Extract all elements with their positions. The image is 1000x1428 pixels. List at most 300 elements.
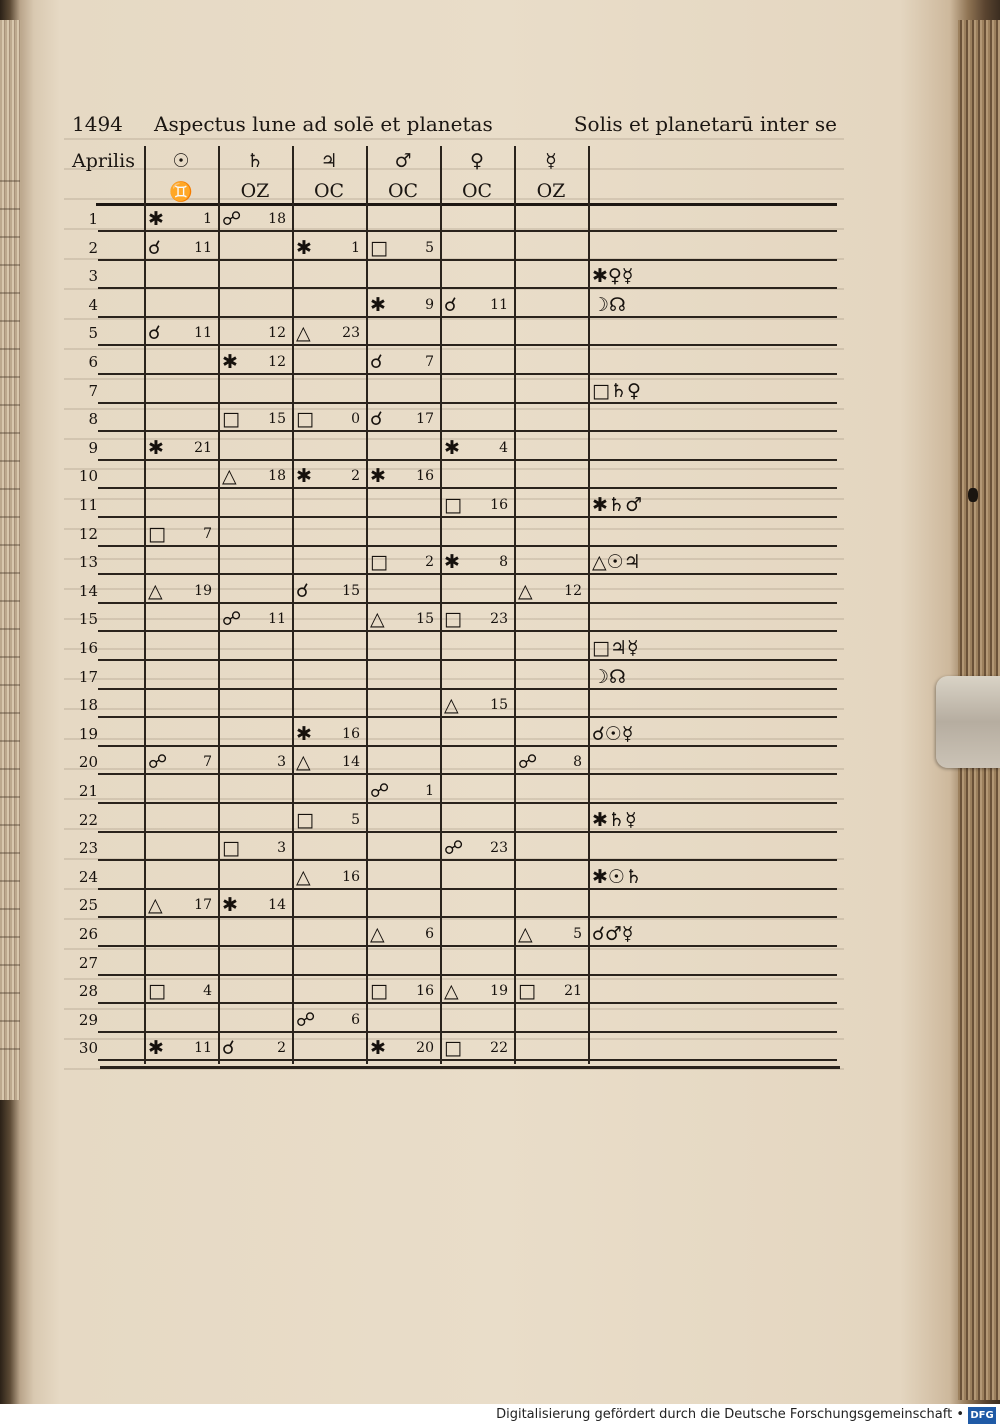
aspect-cell xyxy=(144,835,218,861)
aspect-hour: 5 xyxy=(351,811,360,828)
aspect-symbol: □ xyxy=(148,980,166,1003)
aspect-cell xyxy=(440,292,514,318)
aspect-symbol: □ xyxy=(296,408,314,431)
aspect-cell xyxy=(514,1035,588,1061)
row-rule xyxy=(98,430,837,432)
aspect-symbol: □ xyxy=(222,837,240,860)
aspect-symbol: □ xyxy=(148,522,166,545)
sign-jupiter: OC xyxy=(313,180,345,202)
ink-spot xyxy=(968,488,978,502)
day-number: 5 xyxy=(88,324,98,343)
day-number: 1 xyxy=(88,210,98,228)
aspect-symbol: △ xyxy=(518,579,533,602)
aspect-cell xyxy=(292,521,366,547)
aspect-symbol: ✱ xyxy=(370,465,386,488)
aspect-cell xyxy=(292,492,366,518)
aspect-hour: 14 xyxy=(268,897,286,914)
left-page-edges xyxy=(0,20,22,1100)
aspect-cell xyxy=(514,749,588,775)
aspect-cell xyxy=(514,892,588,918)
aspect-cell xyxy=(292,721,366,747)
aspect-cell xyxy=(292,749,366,775)
aspect-cell xyxy=(514,921,588,947)
aspect-symbol: ✱ xyxy=(370,1037,386,1060)
aspect-hour: 0 xyxy=(351,411,360,428)
aspect-symbol: △☉♃ xyxy=(592,551,641,574)
day-number: 6 xyxy=(88,353,98,371)
aspect-cell xyxy=(292,378,366,404)
aspect-cell xyxy=(514,692,588,718)
page-year: 1494 xyxy=(72,112,123,136)
aspect-cell xyxy=(440,835,514,861)
aspect-hour: 17 xyxy=(194,897,212,914)
aspect-cell xyxy=(514,349,588,375)
aspect-symbol: △ xyxy=(296,865,311,888)
aspect-cell xyxy=(218,950,292,976)
day-number: 21 xyxy=(78,782,98,800)
table-row xyxy=(72,492,837,518)
aspect-cell xyxy=(144,950,218,976)
aspect-symbol: ☍ xyxy=(370,780,390,802)
aspect-hour: 9 xyxy=(425,296,434,313)
table-row xyxy=(72,807,837,833)
aspect-cell xyxy=(588,521,837,547)
aspect-cell xyxy=(366,578,440,604)
aspect-cell xyxy=(144,292,218,318)
aspect-cell xyxy=(218,206,292,232)
page-header xyxy=(72,112,837,146)
aspect-cell xyxy=(144,435,218,461)
table-row xyxy=(72,406,837,432)
table-row xyxy=(72,1007,837,1033)
aspect-symbol: ✱♄☿ xyxy=(592,808,637,831)
aspect-cell xyxy=(588,1035,837,1061)
row-rule xyxy=(98,802,837,804)
aspect-hour: 7 xyxy=(203,754,212,771)
row-rule xyxy=(98,716,837,718)
aspect-cell xyxy=(366,978,440,1004)
aspect-cell xyxy=(514,864,588,890)
aspect-cell xyxy=(292,692,366,718)
row-rule xyxy=(98,1059,837,1061)
row-rule xyxy=(98,974,837,976)
aspect-symbol: □♄♀ xyxy=(592,379,641,402)
aspect-symbol: ☍ xyxy=(518,751,538,774)
sign-mars: OC xyxy=(387,180,419,202)
aspect-cell xyxy=(440,721,514,747)
aspect-cell xyxy=(144,206,218,232)
aspect-cell xyxy=(292,263,366,289)
aspect-symbol: ☍ xyxy=(148,751,168,774)
aspect-cell xyxy=(366,263,440,289)
aspect-symbol: ✱ xyxy=(222,894,238,917)
aspect-cell xyxy=(514,463,588,489)
aspect-cell xyxy=(440,521,514,547)
aspect-hour: 11 xyxy=(194,239,212,256)
row-rule xyxy=(98,344,837,346)
aspect-cell xyxy=(218,349,292,375)
day-number: 28 xyxy=(78,982,98,1001)
aspect-cell xyxy=(366,378,440,404)
aspect-cell xyxy=(292,664,366,690)
aspect-cell xyxy=(440,320,514,346)
aspect-cell xyxy=(144,549,218,575)
aspect-hour: 2 xyxy=(351,468,360,485)
aspect-cell xyxy=(514,492,588,518)
aspect-cell xyxy=(218,320,292,346)
aspect-cell xyxy=(514,664,588,690)
day-number: 12 xyxy=(78,524,98,543)
aspect-cell xyxy=(366,349,440,375)
aspect-cell xyxy=(514,578,588,604)
row-rule xyxy=(98,230,837,232)
aspect-cell xyxy=(292,778,366,804)
aspect-symbol: ✱ xyxy=(444,436,460,459)
aspect-cell xyxy=(218,664,292,690)
aspect-symbol: ☽☊ xyxy=(592,665,626,688)
column-mutual xyxy=(588,146,837,176)
aspect-cell xyxy=(144,235,218,261)
aspect-cell xyxy=(514,778,588,804)
column-header-signs xyxy=(72,176,837,206)
aspect-cell xyxy=(218,1007,292,1033)
aspect-symbol: ☌ xyxy=(148,236,161,259)
aspect-hour: 11 xyxy=(490,296,508,313)
aspect-symbol: □ xyxy=(444,494,462,516)
aspect-hour: 15 xyxy=(342,582,360,599)
aspect-cell xyxy=(588,749,837,775)
page-clip xyxy=(936,676,1000,768)
day-number: 30 xyxy=(78,1039,98,1058)
aspect-cell xyxy=(366,235,440,261)
digitization-footer xyxy=(0,1404,1000,1428)
sign-mercury: OZ xyxy=(536,180,566,202)
table-row xyxy=(72,206,837,232)
aspect-hour: 12 xyxy=(564,582,582,599)
aspect-cell xyxy=(514,807,588,833)
table-row xyxy=(72,521,837,547)
column-sun: ☉ xyxy=(172,150,190,172)
row-rule xyxy=(98,945,837,947)
aspect-cell xyxy=(440,578,514,604)
aspect-cell xyxy=(366,1007,440,1033)
aspect-symbol: □ xyxy=(444,608,462,631)
aspect-cell xyxy=(218,921,292,947)
aspect-symbol: △ xyxy=(444,980,459,1003)
aspect-symbol: ✱ xyxy=(444,551,460,574)
table-row xyxy=(72,292,837,318)
day-number: 26 xyxy=(78,925,98,943)
aspect-cell xyxy=(292,950,366,976)
day-number: 19 xyxy=(78,724,98,743)
aspect-cell xyxy=(144,892,218,918)
aspect-hour: 3 xyxy=(277,840,286,857)
aspect-cell xyxy=(292,549,366,575)
aspect-cell xyxy=(292,807,366,833)
aspect-cell xyxy=(440,749,514,775)
aspect-symbol: □ xyxy=(518,980,536,1003)
aspect-cell xyxy=(440,664,514,690)
aspect-cell xyxy=(144,320,218,346)
day-number: 27 xyxy=(78,953,98,972)
aspect-symbol: △ xyxy=(296,322,311,345)
aspect-cell xyxy=(144,778,218,804)
aspect-cell xyxy=(588,950,837,976)
day-number: 9 xyxy=(88,438,98,457)
row-rule xyxy=(98,287,837,289)
aspect-cell xyxy=(588,606,837,632)
aspect-cell xyxy=(440,549,514,575)
aspect-cell xyxy=(440,463,514,489)
day-number: 15 xyxy=(78,610,98,629)
aspect-cell xyxy=(292,1035,366,1061)
aspect-cell xyxy=(144,692,218,718)
aspect-cell xyxy=(588,435,837,461)
aspect-symbol: ☌ xyxy=(370,408,383,431)
aspect-cell xyxy=(218,463,292,489)
aspect-cell xyxy=(144,521,218,547)
aspect-hour: 23 xyxy=(490,840,508,857)
aspect-cell xyxy=(144,578,218,604)
aspect-hour: 2 xyxy=(277,1040,286,1057)
aspect-symbol: ✱ xyxy=(222,351,238,373)
aspect-cell xyxy=(366,950,440,976)
aspect-cell xyxy=(292,635,366,661)
row-rule xyxy=(98,888,837,890)
aspect-hour: 5 xyxy=(573,926,582,942)
aspect-cell xyxy=(144,721,218,747)
aspect-symbol: ☽☊ xyxy=(592,293,626,316)
aspect-symbol: △ xyxy=(518,923,533,945)
aspect-cell xyxy=(144,406,218,432)
aspect-cell xyxy=(144,463,218,489)
aspect-cell xyxy=(440,1007,514,1033)
table-row xyxy=(72,435,837,461)
aspect-cell xyxy=(440,950,514,976)
row-rule xyxy=(98,659,837,661)
aspect-hour: 23 xyxy=(490,611,508,628)
day-number: 3 xyxy=(88,267,98,286)
aspect-cell xyxy=(218,692,292,718)
aspect-cell xyxy=(292,864,366,890)
aspect-symbol: □ xyxy=(370,980,388,1003)
row-rule xyxy=(98,1031,837,1033)
aspect-cell xyxy=(366,521,440,547)
aspect-cell xyxy=(366,778,440,804)
aspect-cell xyxy=(440,978,514,1004)
aspect-hour: 5 xyxy=(425,239,434,256)
aspect-symbol: ☌♂☿ xyxy=(592,923,634,945)
aspect-cell xyxy=(588,778,837,804)
aspect-cell xyxy=(218,235,292,261)
aspect-cell xyxy=(366,406,440,432)
aspect-cell xyxy=(218,978,292,1004)
aspect-cell xyxy=(588,578,837,604)
aspect-cell xyxy=(218,864,292,890)
row-rule xyxy=(98,859,837,861)
row-rule xyxy=(98,916,837,918)
day-number: 18 xyxy=(78,696,98,715)
aspect-cell xyxy=(440,921,514,947)
aspect-hour: 16 xyxy=(416,468,434,485)
aspect-symbol: ☌ xyxy=(370,351,383,373)
column-header-symbols xyxy=(72,146,837,176)
aspect-cell xyxy=(366,549,440,575)
aspect-cell xyxy=(218,549,292,575)
row-rule xyxy=(98,688,837,690)
aspect-cell xyxy=(588,320,837,346)
sign-venus: OC xyxy=(461,180,493,202)
aspect-cell xyxy=(366,749,440,775)
month-label: Aprilis xyxy=(72,150,135,172)
aspect-cell xyxy=(218,521,292,547)
aspect-cell xyxy=(218,606,292,632)
column-saturn: ♄ xyxy=(246,150,264,172)
aspect-hour: 6 xyxy=(351,1011,360,1028)
aspect-cell xyxy=(440,435,514,461)
aspect-cell xyxy=(514,292,588,318)
aspect-cell xyxy=(144,978,218,1004)
aspect-cell xyxy=(514,549,588,575)
aspect-cell xyxy=(218,749,292,775)
aspect-symbol: ☍ xyxy=(222,208,242,230)
aspect-cell xyxy=(588,1007,837,1033)
aspect-cell xyxy=(440,263,514,289)
aspect-cell xyxy=(366,921,440,947)
aspect-cell xyxy=(218,492,292,518)
aspect-hour: 16 xyxy=(342,725,360,742)
table-row xyxy=(72,721,837,747)
aspect-cell xyxy=(292,349,366,375)
row-rule xyxy=(98,745,837,747)
aspect-symbol: ☌ xyxy=(148,322,161,345)
aspect-cell xyxy=(218,1035,292,1061)
row-rule xyxy=(98,487,837,489)
aspect-cell xyxy=(588,864,837,890)
day-number: 7 xyxy=(88,381,98,400)
aspect-cell xyxy=(218,721,292,747)
aspect-cell xyxy=(514,635,588,661)
table-row xyxy=(72,235,837,261)
aspect-symbol: △ xyxy=(296,751,311,774)
aspect-hour: 19 xyxy=(194,582,212,599)
aspect-cell xyxy=(144,349,218,375)
aspect-cell xyxy=(440,492,514,518)
day-number: 20 xyxy=(78,753,98,772)
aspect-symbol: ☍ xyxy=(444,837,464,860)
aspect-hour: 22 xyxy=(490,1040,508,1057)
day-number: 4 xyxy=(88,295,98,314)
aspect-cell xyxy=(514,320,588,346)
aspect-hour: 7 xyxy=(203,525,212,542)
footer-credit: Digitalisierung gefördert durch die Deutsche Forschungsgemeinschaft • xyxy=(496,1407,964,1422)
aspect-cell xyxy=(292,435,366,461)
sign-sun: ♊ xyxy=(169,180,193,203)
aspect-cell xyxy=(514,521,588,547)
aspect-cell xyxy=(514,263,588,289)
aspect-cell xyxy=(218,635,292,661)
aspect-cell xyxy=(292,892,366,918)
aspect-hour: 16 xyxy=(490,497,508,513)
aspect-hour: 12 xyxy=(268,325,286,342)
day-number: 8 xyxy=(88,410,98,429)
aspect-symbol: ✱ xyxy=(296,722,312,745)
aspect-cell xyxy=(514,835,588,861)
aspect-cell xyxy=(588,206,837,232)
aspect-hour: 2 xyxy=(425,554,434,571)
aspect-hour: 15 xyxy=(416,611,434,628)
aspect-symbol: ✱ xyxy=(148,1037,164,1060)
day-number: 2 xyxy=(88,238,98,257)
table-row xyxy=(72,692,837,718)
column-mars: ♂ xyxy=(394,150,412,172)
aspect-cell xyxy=(144,635,218,661)
aspect-cell xyxy=(588,835,837,861)
table-row xyxy=(72,606,837,632)
table-row xyxy=(72,864,837,890)
aspect-symbol: □ xyxy=(444,1037,462,1060)
column-jupiter: ♃ xyxy=(320,150,338,172)
aspect-cell xyxy=(292,292,366,318)
aspect-hour: 3 xyxy=(277,754,286,771)
aspect-cell xyxy=(144,492,218,518)
aspect-cell xyxy=(218,835,292,861)
aspect-cell xyxy=(588,692,837,718)
aspect-cell xyxy=(144,606,218,632)
aspect-cell xyxy=(144,263,218,289)
aspect-cell xyxy=(366,692,440,718)
aspect-table xyxy=(72,206,837,1064)
table-row xyxy=(72,578,837,604)
row-rule xyxy=(98,316,837,318)
aspect-cell xyxy=(514,435,588,461)
column-mercury: ☿ xyxy=(545,150,557,172)
aspect-symbol: △ xyxy=(370,923,385,945)
aspect-cell xyxy=(144,749,218,775)
aspect-cell xyxy=(514,206,588,232)
row-rule xyxy=(98,373,837,375)
day-number: 25 xyxy=(78,896,98,915)
aspect-hour: 11 xyxy=(268,611,286,628)
aspect-cell xyxy=(588,978,837,1004)
aspect-cell xyxy=(292,463,366,489)
aspect-hour: 18 xyxy=(268,468,286,485)
aspect-cell xyxy=(366,721,440,747)
day-number: 13 xyxy=(78,553,98,572)
aspect-cell xyxy=(440,864,514,890)
aspect-hour: 4 xyxy=(203,983,212,1000)
aspect-cell xyxy=(292,235,366,261)
aspect-cell xyxy=(144,921,218,947)
aspect-cell xyxy=(440,778,514,804)
aspect-hour: 17 xyxy=(416,411,434,428)
aspect-symbol: △ xyxy=(148,894,163,917)
aspect-hour: 1 xyxy=(425,783,434,799)
aspect-cell xyxy=(588,492,837,518)
aspect-hour: 15 xyxy=(490,697,508,714)
aspect-cell xyxy=(440,635,514,661)
table-row xyxy=(72,263,837,289)
aspect-cell xyxy=(588,664,837,690)
aspect-cell xyxy=(514,235,588,261)
row-rule xyxy=(98,259,837,261)
aspect-symbol: ☍ xyxy=(296,1008,316,1031)
aspect-hour: 23 xyxy=(342,325,360,342)
aspect-cell xyxy=(218,378,292,404)
aspect-cell xyxy=(366,892,440,918)
aspect-cell xyxy=(588,463,837,489)
dfg-logo: DFG xyxy=(968,1407,996,1424)
